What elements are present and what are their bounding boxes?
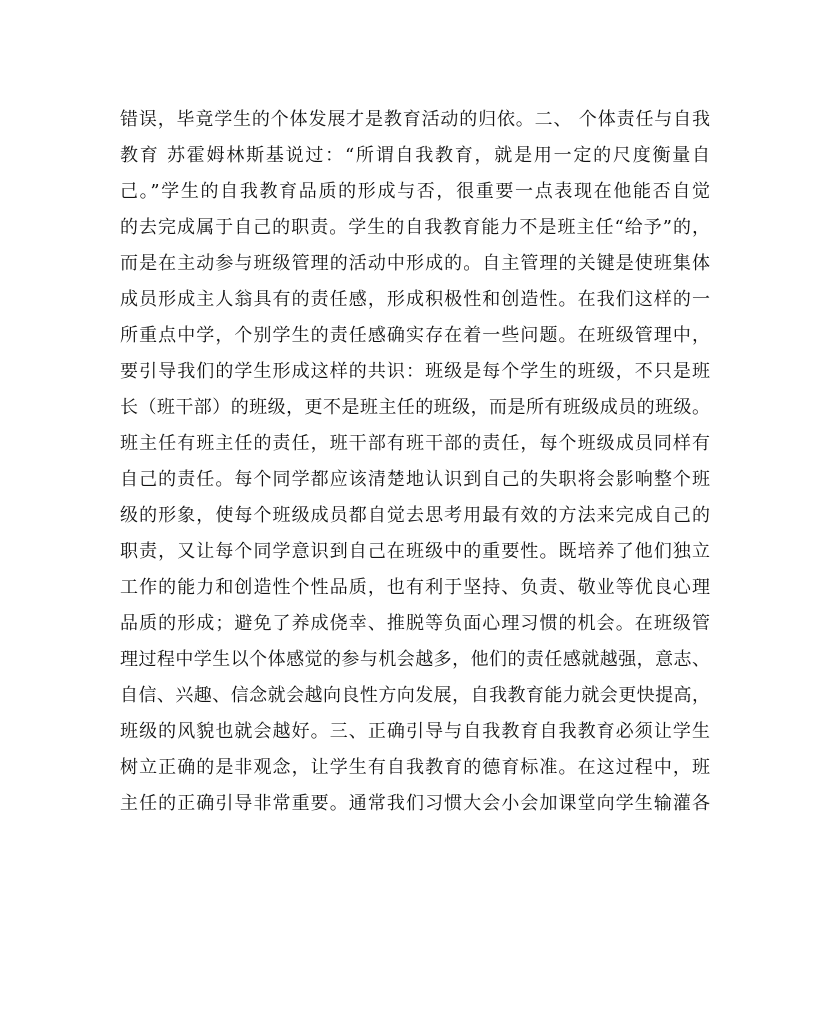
text-line: 树立正确的是非观念，让学生有自我教育的德育标准。在这过程中，班 <box>120 757 710 778</box>
body-text <box>120 102 710 822</box>
text-line: 而是在主动参与班级管理的活动中形成的。自主管理的关键是使班集体 <box>120 253 710 274</box>
text-line: 理过程中学生以个体感觉的参与机会越多，他们的责任感就越强，意志、 <box>120 649 710 670</box>
text-line: 班主任有班主任的责任，班干部有班干部的责任，每个班级成员同样有 <box>120 433 710 454</box>
text-line: 要引导我们的学生形成这样的共识：班级是每个学生的班级，不只是班 <box>120 361 710 382</box>
text-line: 错误，毕竟学生的个体发展才是教育活动的归依。二、 个体责任与自我 <box>120 109 710 130</box>
text-line: 己。”学生的自我教育品质的形成与否，很重要一点表现在他能否自觉 <box>120 181 710 202</box>
text-line: 成员形成主人翁具有的责任感，形成积极性和创造性。在我们这样的一 <box>120 289 710 310</box>
text-line: 的去完成属于自己的职责。学生的自我教育能力不是班主任“给予”的， <box>120 217 710 238</box>
text-line: 主任的正确引导非常重要。通常我们习惯大会小会加课堂向学生输灌各 <box>120 793 710 814</box>
text-line: 教育 苏霍姆林斯基说过：“所谓自我教育，就是用一定的尺度衡量自 <box>120 145 710 166</box>
text-line: 长（班干部）的班级，更不是班主任的班级，而是所有班级成员的班级。 <box>120 397 710 418</box>
text-line: 级的形象，使每个班级成员都自觉去思考用最有效的方法来完成自己的 <box>120 505 710 526</box>
text-line: 所重点中学，个别学生的责任感确实存在着一些问题。在班级管理中， <box>120 325 710 346</box>
text-line: 自己的责任。每个同学都应该清楚地认识到自己的失职将会影响整个班 <box>120 469 710 490</box>
text-line: 班级的风貌也就会越好。三、正确引导与自我教育自我教育必须让学生 <box>120 721 710 742</box>
text-line: 职责，又让每个同学意识到自己在班级中的重要性。既培养了他们独立 <box>120 541 710 562</box>
text-line: 自信、兴趣、信念就会越向良性方向发展，自我教育能力就会更快提高， <box>120 685 710 706</box>
text-line: 工作的能力和创造性个性品质，也有利于坚持、负责、敬业等优良心理 <box>120 577 710 598</box>
text-line: 品质的形成；避免了养成侥幸、推脱等负面心理习惯的机会。在班级管 <box>120 613 710 634</box>
